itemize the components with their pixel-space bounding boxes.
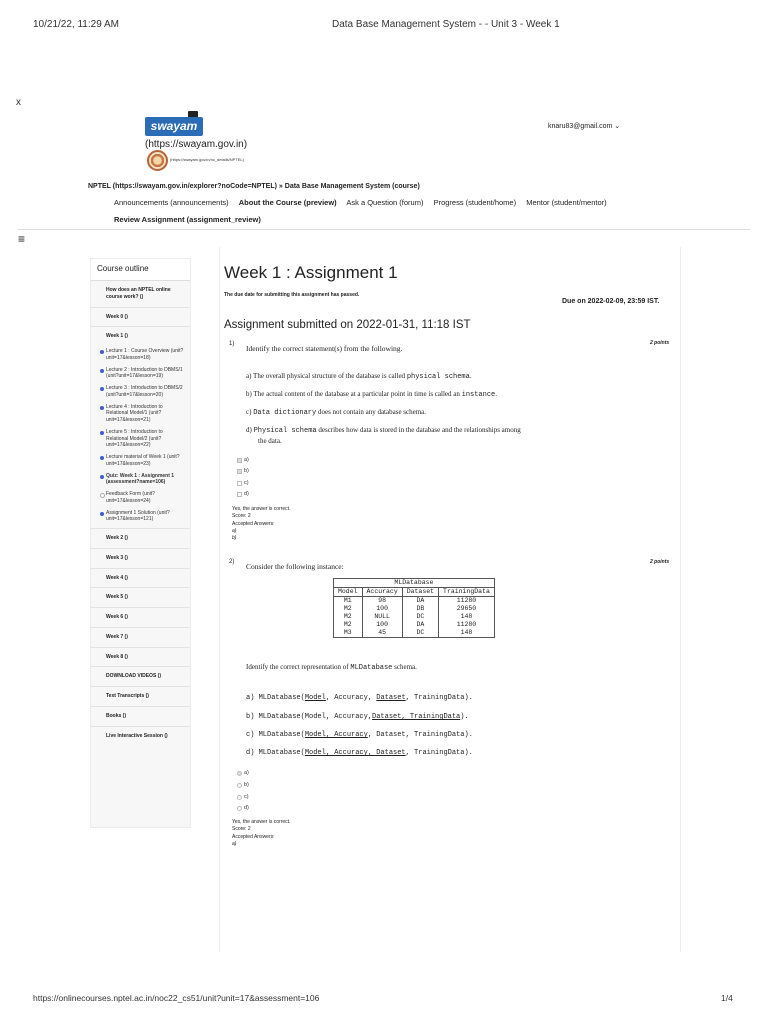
sidebar-feedback-form[interactable]: Feedback Form (unit?unit=17&lesson=24): [91, 489, 190, 508]
checkbox-unchecked[interactable]: [237, 492, 242, 497]
sidebar-lecture-3[interactable]: Lecture 3 : Introduction to DBMS/2 (unit?unit=17&lesson=20): [91, 383, 190, 402]
swayam-link[interactable]: (https://swayam.gov.in): [145, 139, 248, 150]
question-1-option-d: d) Physical schema describes how data is stored in the database and the relationships among: [246, 426, 521, 435]
feedback-text: Yes, the answer is correct.: [232, 819, 291, 825]
question-2-prompt: Identify the correct representation of MLDatabase schema.: [246, 663, 417, 672]
sidebar-item-how-it-works[interactable]: How does an NPTEL online course work? (): [91, 281, 190, 308]
breadcrumb-nptel[interactable]: NPTEL (https://swayam.gov.in/explorer?noCode=NPTEL): [88, 183, 277, 190]
sidebar-quiz-week-1[interactable]: Quiz: Week 1 : Assignment 1 (assessment?name=106): [91, 471, 190, 490]
sidebar-item-week-8[interactable]: Week 8 (): [91, 648, 190, 668]
breadcrumb: [88, 183, 420, 190]
assignment-title: Week 1 : Assignment 1: [224, 263, 398, 282]
course-outline-sidebar: [90, 258, 191, 828]
nptel-link[interactable]: (https://swayam.gov.in/nc_details/NPTEL): [170, 157, 244, 162]
nptel-logo[interactable]: [147, 150, 168, 171]
course-nav: [114, 198, 615, 207]
table-header: Dataset: [402, 588, 438, 597]
print-datetime: 10/21/22, 11:29 AM: [33, 19, 119, 30]
radio-unselected[interactable]: [237, 795, 242, 800]
question-1-text: Identify the correct statement(s) from the following.: [246, 344, 403, 353]
accepted-answer: b): [232, 535, 237, 541]
question-2-option-a: a) MLDatabase(Model, Accuracy, Dataset, TrainingData).: [246, 694, 473, 702]
question-1-option-d-cont: the data.: [258, 437, 282, 445]
accepted-label: Accepted Answers:: [232, 520, 275, 527]
sidebar-item-week-4[interactable]: Week 4 (): [91, 569, 190, 589]
sidebar-heading: Course outline: [91, 259, 190, 281]
print-url: https://onlinecourses.nptel.ac.in/noc22_cs51/unit?unit=17&assessment=106: [33, 993, 320, 1003]
question-2-text: Consider the following instance:: [246, 562, 344, 571]
breadcrumb-separator: »: [278, 183, 283, 190]
table-header: TrainingData: [439, 588, 495, 597]
radio-unselected[interactable]: [237, 806, 242, 811]
score-text: Score: 2: [232, 826, 251, 833]
question-2-option-b: b) MLDatabase(Model, Accuracy,Dataset, TrainingData).: [246, 713, 469, 721]
nav-mentor[interactable]: Mentor (student/mentor): [526, 198, 607, 207]
nav-review-assignment[interactable]: Review Assignment (assignment_review): [114, 215, 261, 224]
swayam-logo[interactable]: swayam: [145, 117, 203, 136]
sidebar-lecture-material[interactable]: Lecture material of Week 1 (unit?unit=17&lesson=23): [91, 452, 190, 471]
sidebar-item-text-transcripts[interactable]: Text Transcripts (): [91, 687, 190, 707]
sidebar-item-week-5[interactable]: Week 5 (): [91, 588, 190, 608]
table-row: M3 45 DC 148: [334, 629, 495, 638]
radio-selected[interactable]: [237, 771, 242, 776]
question-1-choice-b[interactable]: b): [237, 468, 249, 474]
sidebar-lecture-2[interactable]: Lecture 2 : Introduction to DBMS/1 (unit?unit=17&lesson=19): [91, 365, 190, 384]
question-2-points: 2 points: [650, 559, 670, 565]
due-date: Due on 2022-02-09, 23:59 IST.: [562, 298, 660, 305]
nav-about-course[interactable]: About the Course (preview): [238, 198, 337, 207]
question-1-choice-d[interactable]: d): [237, 491, 249, 497]
accepted-answer: a): [232, 840, 237, 847]
table-header: Model: [334, 588, 363, 597]
question-1-number: 1): [229, 341, 235, 347]
nav-ask-question[interactable]: Ask a Question (forum): [346, 198, 424, 207]
radio-unselected[interactable]: [237, 783, 242, 788]
table-header: Accuracy: [362, 588, 402, 597]
accepted-label: Accepted Answers:: [232, 833, 275, 840]
sidebar-lecture-4[interactable]: Lecture 4 : Introduction to Relational Model/1 (unit?unit=17&lesson=21): [91, 402, 190, 427]
print-page-title: Data Base Management System - - Unit 3 - Week 1: [332, 19, 560, 30]
table-row: M1 98 DA 11280: [334, 597, 495, 606]
question-2-choice-a[interactable]: a): [237, 770, 249, 776]
close-icon[interactable]: x: [16, 97, 21, 108]
question-2-choice-d[interactable]: d): [237, 805, 249, 811]
mldatabase-table: [333, 578, 495, 638]
nav-progress[interactable]: Progress (student/home): [433, 198, 517, 207]
table-row: M2 100 DA 11280: [334, 621, 495, 629]
table-row: M2 NULL DC 148: [334, 613, 495, 621]
question-1-points: 2 points: [650, 340, 670, 346]
question-2-choice-b[interactable]: b): [237, 782, 249, 788]
checkbox-unchecked[interactable]: [237, 481, 242, 486]
sidebar-item-live-session[interactable]: Live Interactive Session (): [106, 732, 168, 739]
checkbox-checked[interactable]: [237, 458, 242, 463]
question-2-option-c: c) MLDatabase(Model, Accuracy, Dataset, TrainingData).: [246, 731, 473, 739]
question-1-option-a: a) The overall physical structure of the database is called physical schema.: [246, 372, 472, 381]
user-menu[interactable]: knaru83@gmail.com ⌄: [548, 123, 621, 130]
table-name: MLDatabase: [334, 579, 495, 588]
print-page-number: 1/4: [721, 993, 733, 1003]
sidebar-item-week-3[interactable]: Week 3 (): [91, 549, 190, 569]
question-1-option-c: c) Data dictionary does not contain any database schema.: [246, 408, 427, 417]
question-1-choice-a[interactable]: a): [237, 457, 249, 463]
sidebar-item-week-7[interactable]: Week 7 (): [91, 628, 190, 648]
table-row: M2 100 DB 29650: [334, 605, 495, 613]
menu-icon[interactable]: ≡: [18, 232, 26, 246]
feedback-text: Yes, the answer is correct.: [232, 506, 291, 512]
question-1-choice-c[interactable]: c): [237, 480, 249, 486]
sidebar-assignment-solution[interactable]: Assignment 1 Solution (unit?unit=17&lesson=121): [91, 508, 190, 530]
sidebar-item-week-0[interactable]: Week 0 (): [91, 308, 190, 328]
due-passed-note: The due date for submitting this assignment has passed.: [224, 292, 360, 298]
divider: [18, 229, 750, 230]
question-1-option-b: b) The actual content of the database at a particular point in time is called an instance.: [246, 390, 497, 399]
question-2-option-d: d) MLDatabase(Model, Accuracy, Dataset, TrainingData).: [246, 749, 473, 757]
checkbox-checked[interactable]: [237, 469, 242, 474]
sidebar-lecture-1[interactable]: Lecture 1 : Course Overview (unit?unit=17&lesson=18): [91, 346, 190, 365]
score-text: Score: 2: [232, 513, 251, 520]
accepted-answer: a): [232, 527, 237, 534]
question-2-number: 2): [229, 559, 235, 565]
submission-status: Assignment submitted on 2022-01-31, 11:18 IST: [224, 319, 471, 331]
sidebar-item-week-2[interactable]: Week 2 (): [91, 529, 190, 549]
question-2-feedback: [232, 819, 290, 848]
sidebar-lecture-5[interactable]: Lecture 5 : Introduction to Relational Model/2 (unit?unit=17&lesson=22): [91, 427, 190, 452]
sidebar-item-week-6[interactable]: Week 6 (): [91, 608, 190, 628]
sidebar-item-books[interactable]: Books (): [91, 707, 190, 727]
breadcrumb-course[interactable]: Data Base Management System (course): [284, 183, 420, 190]
question-2-choice-c[interactable]: c): [237, 794, 249, 800]
nav-announcements[interactable]: Announcements (announcements): [114, 198, 229, 207]
sidebar-item-download-videos[interactable]: DOWNLOAD VIDEOS (): [91, 667, 190, 687]
sidebar-item-week-1[interactable]: Week 1 (): [106, 333, 128, 340]
question-1-feedback: [232, 506, 290, 542]
